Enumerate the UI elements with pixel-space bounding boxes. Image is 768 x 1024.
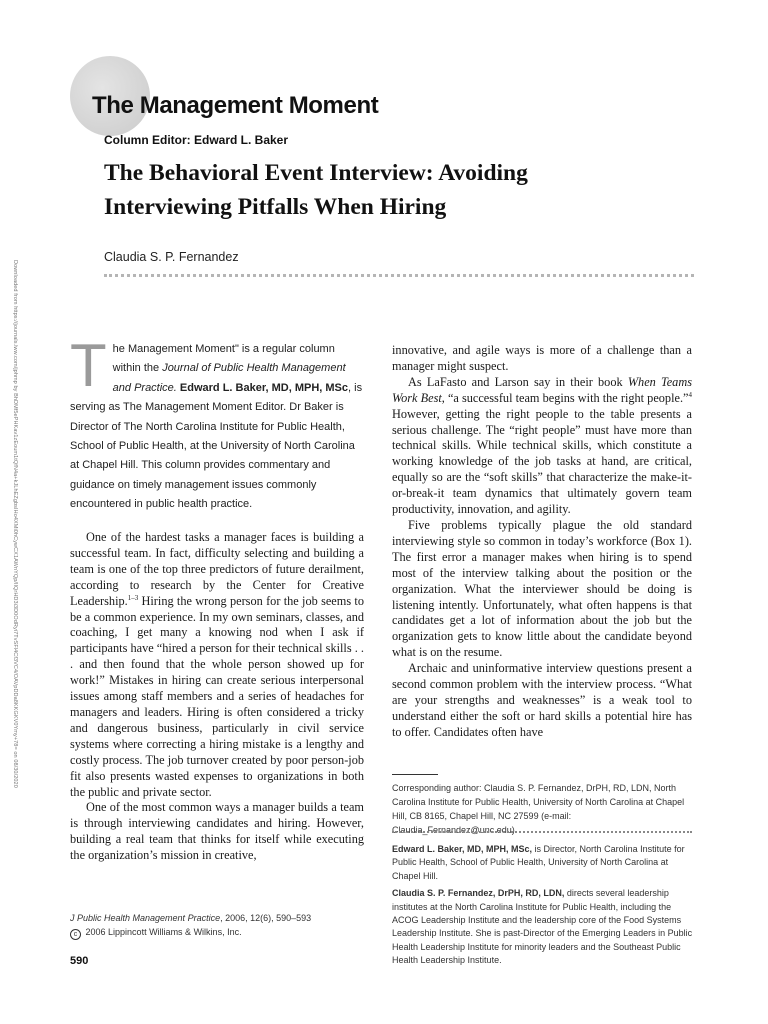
column-intro xyxy=(70,332,364,515)
left-paragraph-1 xyxy=(70,530,364,800)
bio-baker xyxy=(392,843,698,883)
journal-citation xyxy=(70,912,370,940)
dotted-divider xyxy=(104,274,694,277)
left-p1-text-b: Hiring the wrong person for the job seems to be a common experience. In my own seminars, classes, and coaching, I get many a knowing nod when I ask if participants have “hired a person for their technical skills . . . and then found that the whole person showed up for work!” Mistakes in hiring can create serious interpersonal issues among staff members and a series of headaches for managers and leaders. Hiring is often considered a tricky and dangerous business, particularly in civil service systems where correcting a hiring mistake is a lengthy and costly process. The job turnover created by poor person-job fit also presents wasted expenses to organizations in both the public and private sector. xyxy=(70,593,364,799)
intro-text-2: , is serving as The Management Moment Editor. Dr Baker is Director of The North Carolina Institute for Public Health, School of Public Health, at the University of North Carolina at Chapel Hill. This column provides commentary and guidance on timely management issues commonly encountered in public health practice. xyxy=(70,381,363,511)
article-title-line1: The Behavioral Event Interview: Avoiding xyxy=(104,160,528,186)
intro-paragraph xyxy=(70,332,364,515)
citation-line xyxy=(70,912,370,926)
bio-fernandez-text: directs several leadership institutes at the North Carolina Institute for Public Health, including the ACOG Leadership Institute and the leadership core of the Food Systems Leadership Institute. She is past-Director of the Emerging Leaders in Public Health Leadership Institute for minority leaders and the Southeast Public Health Leadership Institute. xyxy=(392,888,693,966)
left-paragraph-2: One of the most common ways a manager builds a team is through interviewing candidates and hiring. However, building a real team that thinks for itself while executing the organization’s mission in creative, xyxy=(70,800,364,863)
article-title xyxy=(104,156,664,224)
column-title: The Management Moment xyxy=(92,92,379,119)
right-p1-text-b: , “a successful team begins with the right people.” xyxy=(441,390,689,405)
copyright-line xyxy=(70,926,370,940)
bio-baker-text: is Director, North Carolina Institute for Public Health, School of Public Health, University of North Carolina at Chapel Hill. xyxy=(392,844,685,881)
intro-editor-name: Edward L. Baker, MD, MPH, MSc xyxy=(179,381,349,394)
right-paragraph-3: Archaic and uninformative interview questions present a second common problem with the interview process. “What are your strengths and weaknesses” is a weak tool to understand either the soft or hard skills a potential hire has to offer. Candidates often have xyxy=(392,661,692,739)
right-column-body xyxy=(392,343,692,741)
download-watermark: Downloaded from https://journals.lww.com/jphmp by BhDMf5ePHKav1zEoum1tQfN4a+kJLhEZgbsIHo4XMi0hCywCX1AWnYQp/IlQrHD3i3D0OdRyi7TvSFl4Cf3VC4/OAVpDDa8KKGKV0Ymy+78= on 08/30/2020 xyxy=(12,260,18,788)
drop-cap: T xyxy=(70,332,107,399)
right-p1-text-a: As LaFasto and Larson say in their book xyxy=(408,374,628,389)
right-paragraph-0: innovative, and agile ways is more of a challenge than a manager might suspect. xyxy=(392,343,692,373)
copyright-text: 2006 Lippincott Williams & Wilkins, Inc. xyxy=(85,926,242,937)
footnote-dotted-divider xyxy=(392,831,692,833)
citation-journal: J Public Health Management Practice xyxy=(70,913,221,923)
article-author: Claudia S. P. Fernandez xyxy=(104,250,239,264)
bio-baker-name: Edward L. Baker, MD, MPH, MSc, xyxy=(392,844,533,854)
intro-text-1: he Management Moment" is a regular column within the xyxy=(112,343,335,375)
bio-fernandez xyxy=(392,887,698,967)
book-title: When Teams Work Best xyxy=(392,374,692,405)
column-editor: Column Editor: Edward L. Baker xyxy=(104,133,289,147)
left-p1-text-a: One of the hardest tasks a manager faces is building a successful team. In fact, difficulty selecting and building a team is one of the top three predictors of future derailment, according to research by the Center for Creative Leadership. xyxy=(70,530,364,608)
left-column-body xyxy=(70,530,364,864)
right-paragraph-1 xyxy=(392,375,692,518)
copyright-icon: c xyxy=(70,929,81,940)
corresponding-author-note: Corresponding author: Claudia S. P. Fernandez, DrPH, RD, LDN, North Carolina Institute for Public Health, University of North Carolina at Chapel Hill, CB 8165, Chapel Hill, NC 27599 (e-mail: Claudia_Fernandez@unc.edu). xyxy=(392,783,685,835)
citation-superscript: 1–3 xyxy=(127,593,139,602)
page-number: 590 xyxy=(70,955,89,967)
author-bios xyxy=(392,843,698,972)
article-title-line2: Interviewing Pitfalls When Hiring xyxy=(104,194,447,220)
intro-journal-name: Journal of Public Health Management and Practice. xyxy=(112,362,346,394)
bio-fernandez-name: Claudia S. P. Fernandez, DrPH, RD, LDN, xyxy=(392,888,565,899)
right-paragraph-2: Five problems typically plague the old standard interviewing style so common in today’s workforce (Box 1). The first error a manager makes when hiring is to spend most of the interview talking about the position or the organization. What the interviewer should be doing is listening intently. Unfortunately, what often happens is that candidates get a lot of information about the job but the organization gets to know little about the candidate beyond what is on the resume. xyxy=(392,517,692,660)
right-p1-text-c: However, getting the right people to the table presents a serious challenge. The “right people” must have more than technical skills. While technical skills, which constitute a working knowledge of the job tasks at hand, are critical, equally so are the “soft skills” that characterize the make-it-or-break-it team dynamics that ultimately govern team productivity, innovation, and agility. xyxy=(392,406,692,517)
citation-superscript: 4 xyxy=(688,390,692,399)
citation-details: , 2006, 12(6), 590–593 xyxy=(220,913,312,923)
footnote-rule xyxy=(392,774,438,775)
